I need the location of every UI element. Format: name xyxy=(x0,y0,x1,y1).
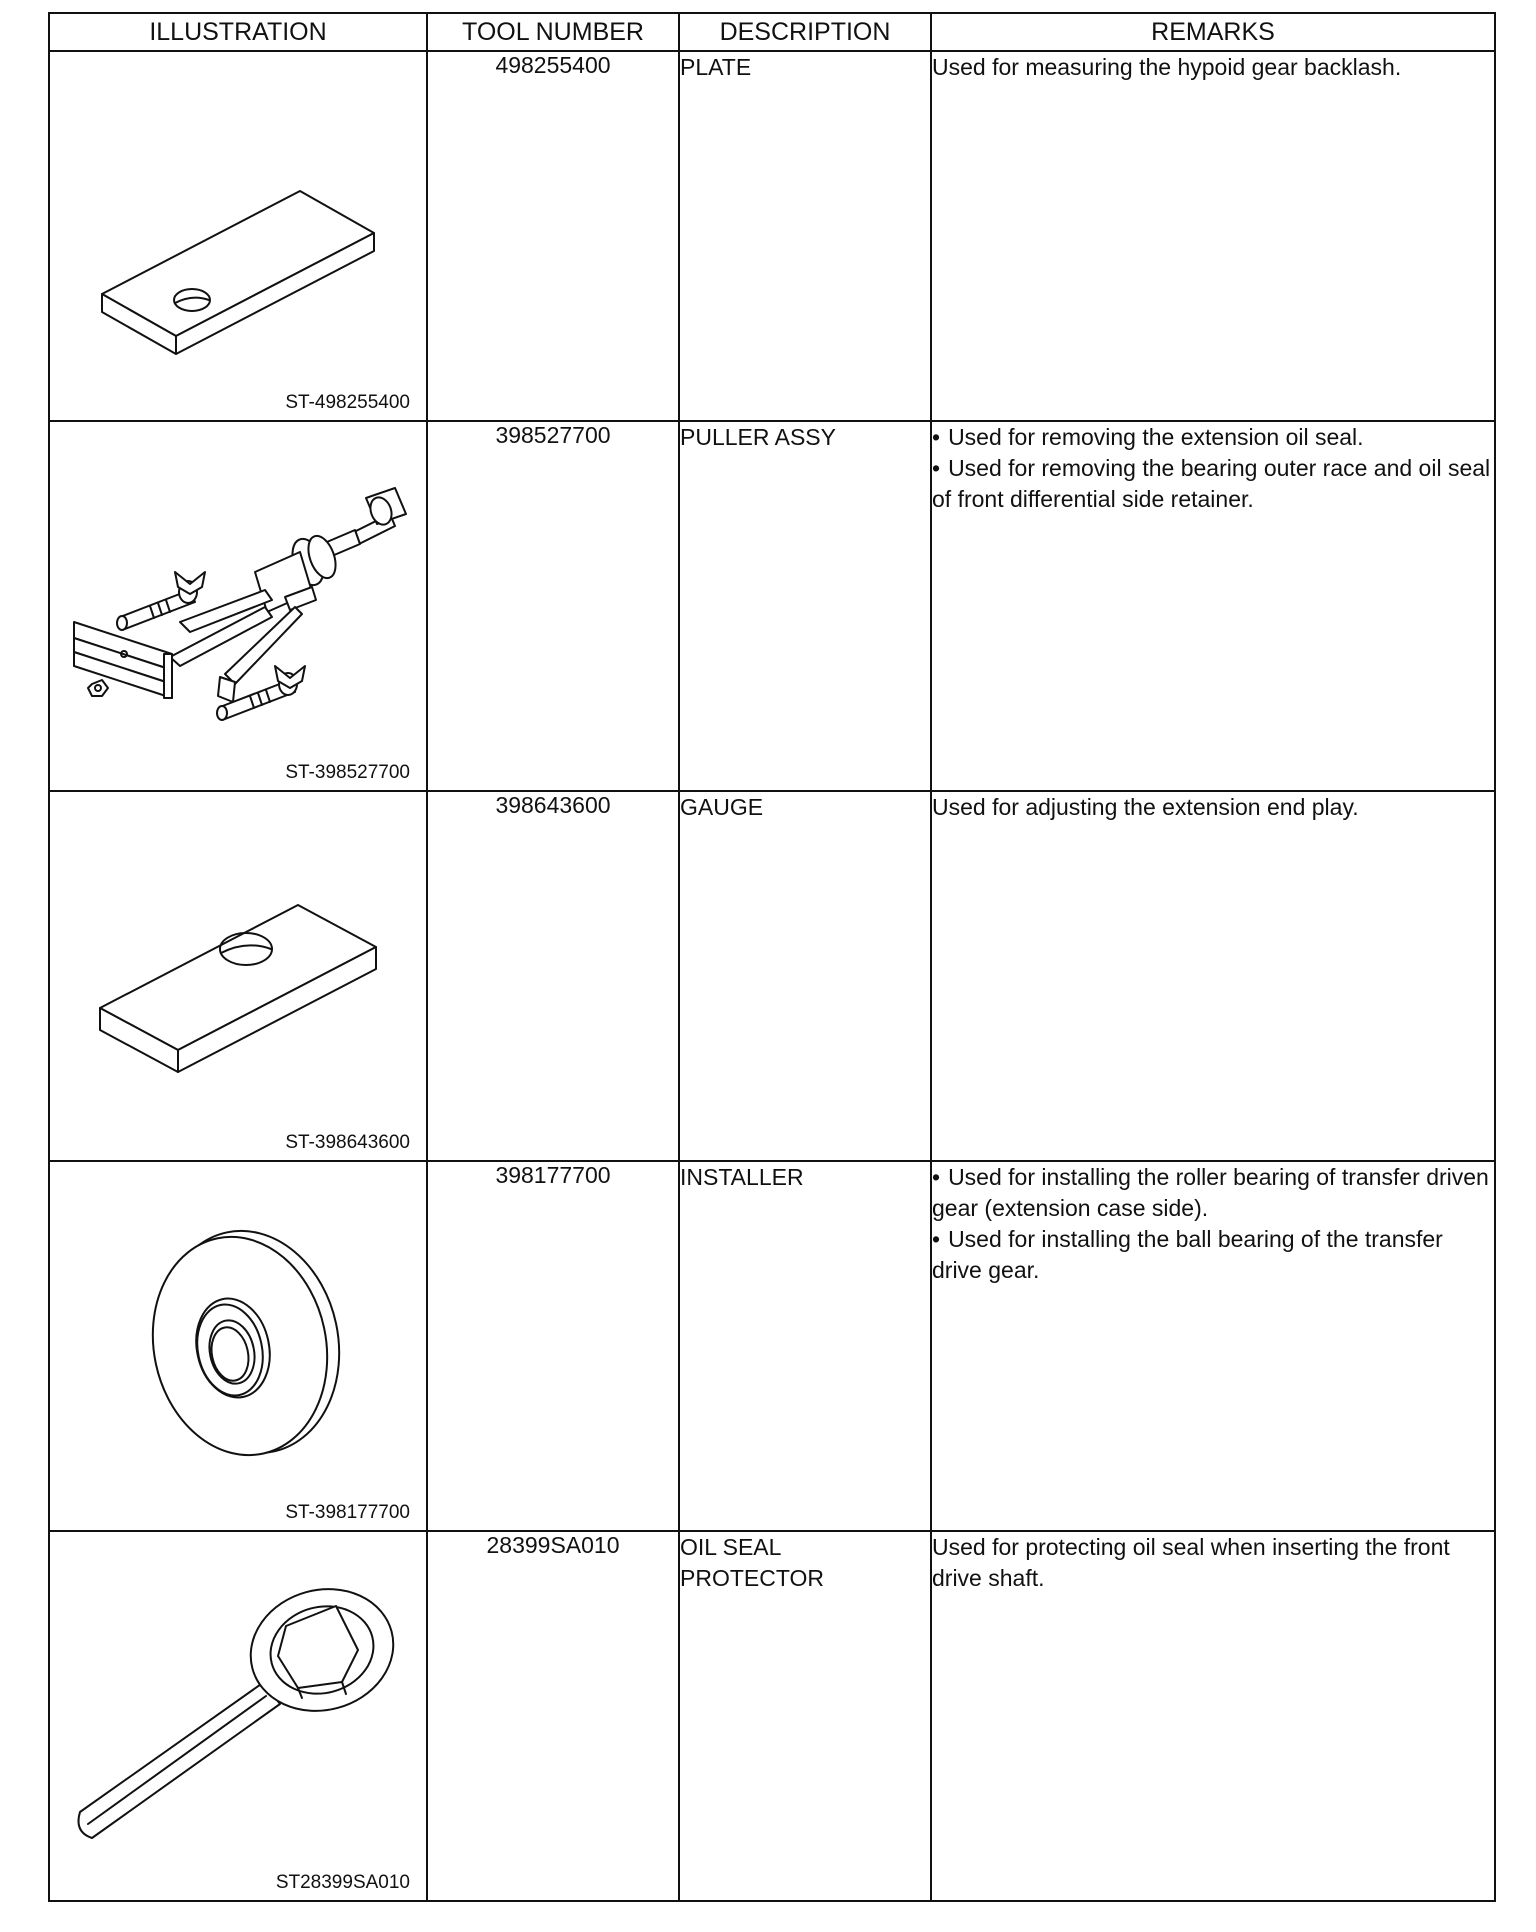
illustration-cell xyxy=(49,791,427,1161)
oil-seal-protector-illustration xyxy=(50,1532,428,1900)
table-row xyxy=(49,421,1495,791)
tool-number: 498255400 xyxy=(427,51,679,421)
remark-text: Used for adjusting the extension end play. xyxy=(932,794,1359,820)
table-row xyxy=(49,51,1495,421)
illustration-code: ST28399SA010 xyxy=(275,1872,410,1893)
illustration-code: ST-398527700 xyxy=(285,762,410,783)
description: INSTALLER xyxy=(679,1161,931,1531)
remark-bullet: • Used for removing the extension oil seal. xyxy=(932,422,1494,453)
installer-illustration xyxy=(50,1162,428,1530)
remarks xyxy=(931,791,1495,1161)
remark-text: Used for protecting oil seal when inserting the front drive shaft. xyxy=(932,1534,1450,1591)
special-tools-table xyxy=(48,12,1496,1902)
gauge-illustration xyxy=(50,792,428,1160)
remark-text: Used for measuring the hypoid gear backlash. xyxy=(932,54,1402,80)
header-illustration: ILLUSTRATION xyxy=(49,13,427,51)
tool-number: 398643600 xyxy=(427,791,679,1161)
illustration-code: ST-398643600 xyxy=(285,1132,410,1153)
puller-assy-illustration xyxy=(50,422,428,790)
header-tool-number: TOOL NUMBER xyxy=(427,13,679,51)
description: PULLER ASSY xyxy=(679,421,931,791)
remark-bullet: • Used for installing the roller bearing of transfer driven gear (extension case side). xyxy=(932,1162,1494,1224)
remark-bullet: • Used for installing the ball bearing of the transfer drive gear. xyxy=(932,1224,1494,1286)
header-description: DESCRIPTION xyxy=(679,13,931,51)
tool-number: 28399SA010 xyxy=(427,1531,679,1901)
illustration-code: ST-498255400 xyxy=(285,392,410,413)
description: OIL SEAL PROTECTOR xyxy=(679,1531,931,1901)
tool-number: 398527700 xyxy=(427,421,679,791)
header-remarks: REMARKS xyxy=(931,13,1495,51)
plate-illustration xyxy=(50,52,428,420)
remarks xyxy=(931,51,1495,421)
tool-number: 398177700 xyxy=(427,1161,679,1531)
header-row xyxy=(49,13,1495,51)
remarks xyxy=(931,1531,1495,1901)
illustration-cell xyxy=(49,1531,427,1901)
remarks xyxy=(931,421,1495,791)
remark-bullet: • Used for removing the bearing outer race and oil seal of front differential side retainer. xyxy=(932,453,1494,515)
table-row xyxy=(49,1161,1495,1531)
illustration-cell xyxy=(49,51,427,421)
illustration-cell xyxy=(49,421,427,791)
illustration-code: ST-398177700 xyxy=(285,1502,410,1523)
table-row xyxy=(49,1531,1495,1901)
description: PLATE xyxy=(679,51,931,421)
remarks xyxy=(931,1161,1495,1531)
table-row xyxy=(49,791,1495,1161)
description: GAUGE xyxy=(679,791,931,1161)
illustration-cell xyxy=(49,1161,427,1531)
